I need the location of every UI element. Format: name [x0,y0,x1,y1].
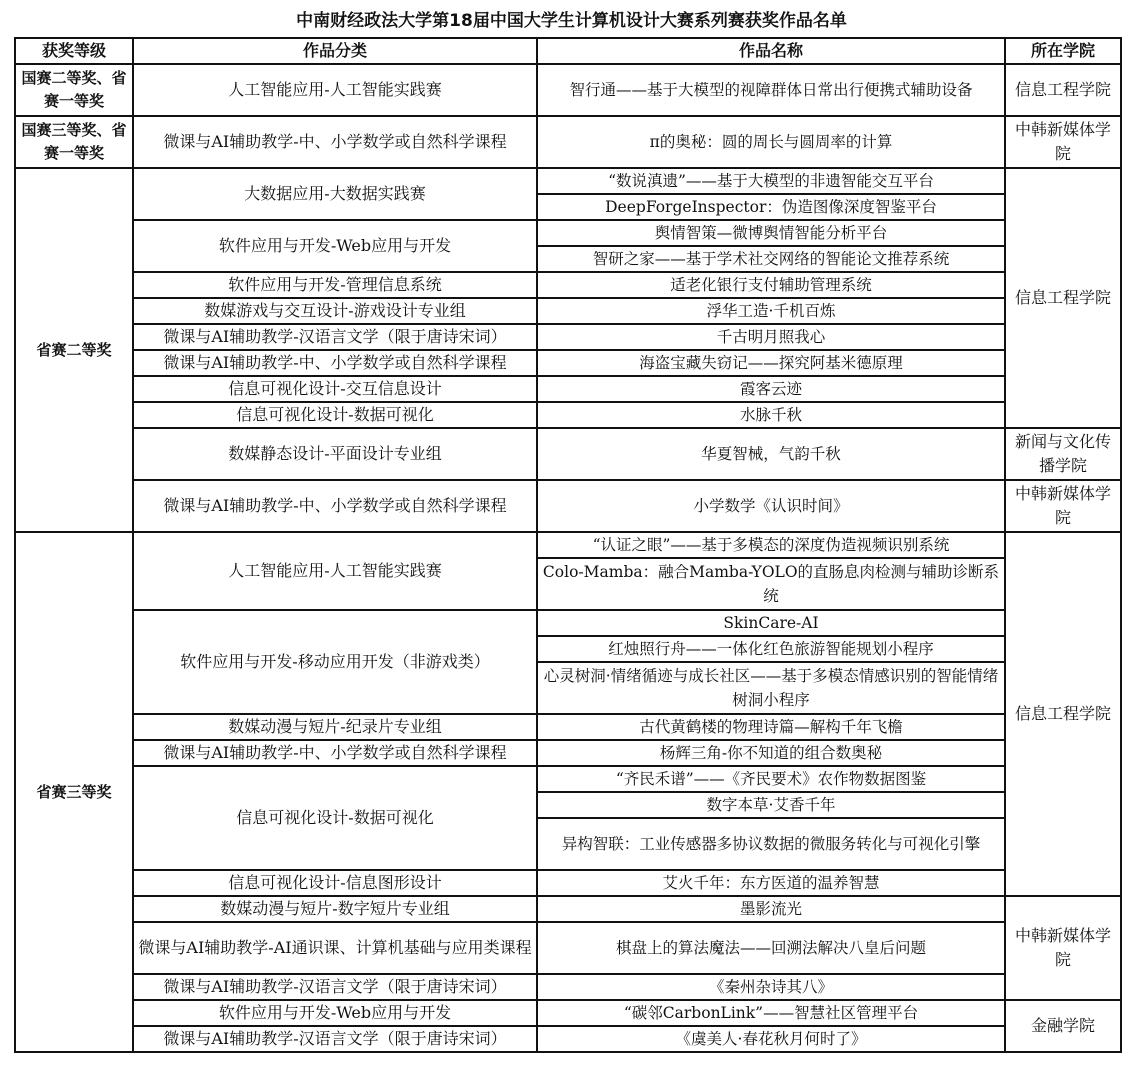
table-row [15,324,1121,350]
category-cell: 数媒游戏与交互设计-游戏设计专业组 [133,298,537,324]
award-level-cell: 省赛二等奖 [15,168,133,532]
work-name-cell: Colo-Mamba：融合Mamba-YOLO的直肠息肉检测与辅助诊断系统 [537,558,1005,610]
header-level: 获奖等级 [15,38,133,64]
table-row [15,272,1121,298]
work-name-cell: 霞客云迹 [537,376,1005,402]
work-name-cell: 海盗宝藏失窃记——探究阿基米德原理 [537,350,1005,376]
category-cell: 人工智能应用-人工智能实践赛 [133,64,537,116]
award-level-cell: 省赛三等奖 [15,532,133,1052]
category-cell: 信息可视化设计-交互信息设计 [133,376,537,402]
table-row [15,168,1121,194]
work-name-cell: 水脉千秋 [537,402,1005,428]
work-name-cell: “碳邻CarbonLink”——智慧社区管理平台 [537,1000,1005,1026]
category-cell: 软件应用与开发-管理信息系统 [133,272,537,298]
work-name-cell: “数说滇遗”——基于大模型的非遗智能交互平台 [537,168,1005,194]
table-row [15,480,1121,532]
college-cell: 信息工程学院 [1005,64,1121,116]
college-cell: 信息工程学院 [1005,532,1121,896]
work-name-cell: 古代黄鹤楼的物理诗篇—解构千年飞檐 [537,714,1005,740]
work-name-cell: 数字本草·艾香千年 [537,792,1005,818]
award-table-body [15,64,1121,1052]
table-row [15,298,1121,324]
work-name-cell: 心灵树洞·情绪循迹与成长社区——基于多模态情感识别的智能情绪树洞小程序 [537,662,1005,714]
table-row [15,402,1121,428]
table-row [15,766,1121,792]
college-cell: 中韩新媒体学院 [1005,480,1121,532]
work-name-cell: 棋盘上的算法魔法——回溯法解决八皇后问题 [537,922,1005,974]
table-row [15,220,1121,246]
college-cell: 信息工程学院 [1005,168,1121,428]
category-cell: 信息可视化设计-信息图形设计 [133,870,537,896]
award-level-cell: 国赛三等奖、省赛一等奖 [15,116,133,168]
table-row [15,350,1121,376]
table-row [15,64,1121,116]
category-cell: 微课与AI辅助教学-AI通识课、计算机基础与应用类课程 [133,922,537,974]
work-name-cell: 红烛照行舟——一体化红色旅游智能规划小程序 [537,636,1005,662]
table-row [15,896,1121,922]
document-title: 中南财经政法大学第18届中国大学生计算机设计大赛系列赛获奖作品名单 [296,11,847,31]
table-row [15,922,1121,974]
category-cell: 软件应用与开发-Web应用与开发 [133,1000,537,1026]
category-cell: 数媒静态设计-平面设计专业组 [133,428,537,480]
category-cell: 信息可视化设计-数据可视化 [133,402,537,428]
category-cell: 信息可视化设计-数据可视化 [133,766,537,870]
work-name-cell: 墨影流光 [537,896,1005,922]
work-name-cell: 艾火千年：东方医道的温养智慧 [537,870,1005,896]
table-row [15,740,1121,766]
work-name-cell: 小学数学《认识时间》 [537,480,1005,532]
college-cell: 新闻与文化传播学院 [1005,428,1121,480]
category-cell: 软件应用与开发-移动应用开发（非游戏类） [133,610,537,714]
table-row [15,116,1121,168]
work-name-cell: π的奥秘：圆的周长与圆周率的计算 [537,116,1005,168]
table-row [15,1000,1121,1026]
work-name-cell: 舆情智策—微博舆情智能分析平台 [537,220,1005,246]
award-table [14,37,1122,1053]
category-cell: 数媒动漫与短片-数字短片专业组 [133,896,537,922]
category-cell: 数媒动漫与短片-纪录片专业组 [133,714,537,740]
work-name-cell: 华夏智械，气韵千秋 [537,428,1005,480]
table-row [15,870,1121,896]
work-name-cell: 浮华工造·千机百炼 [537,298,1005,324]
work-name-cell: 异构智联：工业传感器多协议数据的微服务转化与可视化引擎 [537,818,1005,870]
category-cell: 微课与AI辅助教学-中、小学数学或自然科学课程 [133,740,537,766]
college-cell: 中韩新媒体学院 [1005,896,1121,1000]
category-cell: 微课与AI辅助教学-中、小学数学或自然科学课程 [133,480,537,532]
category-cell: 微课与AI辅助教学-中、小学数学或自然科学课程 [133,350,537,376]
college-cell: 中韩新媒体学院 [1005,116,1121,168]
category-cell: 微课与AI辅助教学-汉语言文学（限于唐诗宋词） [133,1026,537,1052]
work-name-cell: 《秦州杂诗其八》 [537,974,1005,1000]
work-name-cell: “齐民禾谱”——《齐民要术》农作物数据图鉴 [537,766,1005,792]
work-name-cell: 《虞美人·春花秋月何时了》 [537,1026,1005,1052]
category-cell: 微课与AI辅助教学-汉语言文学（限于唐诗宋词） [133,974,537,1000]
table-row [15,1026,1121,1052]
category-cell: 大数据应用-大数据实践赛 [133,168,537,220]
table-row [15,714,1121,740]
table-row [15,610,1121,636]
work-name-cell: 智行通——基于大模型的视障群体日常出行便携式辅助设备 [537,64,1005,116]
work-name-cell: SkinCare-AI [537,610,1005,636]
header-category: 作品分类 [133,38,537,64]
header-college: 所在学院 [1005,38,1121,64]
table-row [15,428,1121,480]
header-row [15,38,1121,64]
category-cell: 软件应用与开发-Web应用与开发 [133,220,537,272]
table-row [15,376,1121,402]
header-name: 作品名称 [537,38,1005,64]
work-name-cell: 智研之家——基于学术社交网络的智能论文推荐系统 [537,246,1005,272]
table-row [15,532,1121,558]
work-name-cell: 适老化银行支付辅助管理系统 [537,272,1005,298]
category-cell: 微课与AI辅助教学-汉语言文学（限于唐诗宋词） [133,324,537,350]
table-row [15,974,1121,1000]
work-name-cell: 杨辉三角-你不知道的组合数奥秘 [537,740,1005,766]
category-cell: 微课与AI辅助教学-中、小学数学或自然科学课程 [133,116,537,168]
award-level-cell: 国赛二等奖、省赛一等奖 [15,64,133,116]
work-name-cell: “认证之眼”——基于多模态的深度伪造视频识别系统 [537,532,1005,558]
college-cell: 金融学院 [1005,1000,1121,1052]
work-name-cell: 千古明月照我心 [537,324,1005,350]
category-cell: 人工智能应用-人工智能实践赛 [133,532,537,610]
work-name-cell: DeepForgeInspector：伪造图像深度智鉴平台 [537,194,1005,220]
